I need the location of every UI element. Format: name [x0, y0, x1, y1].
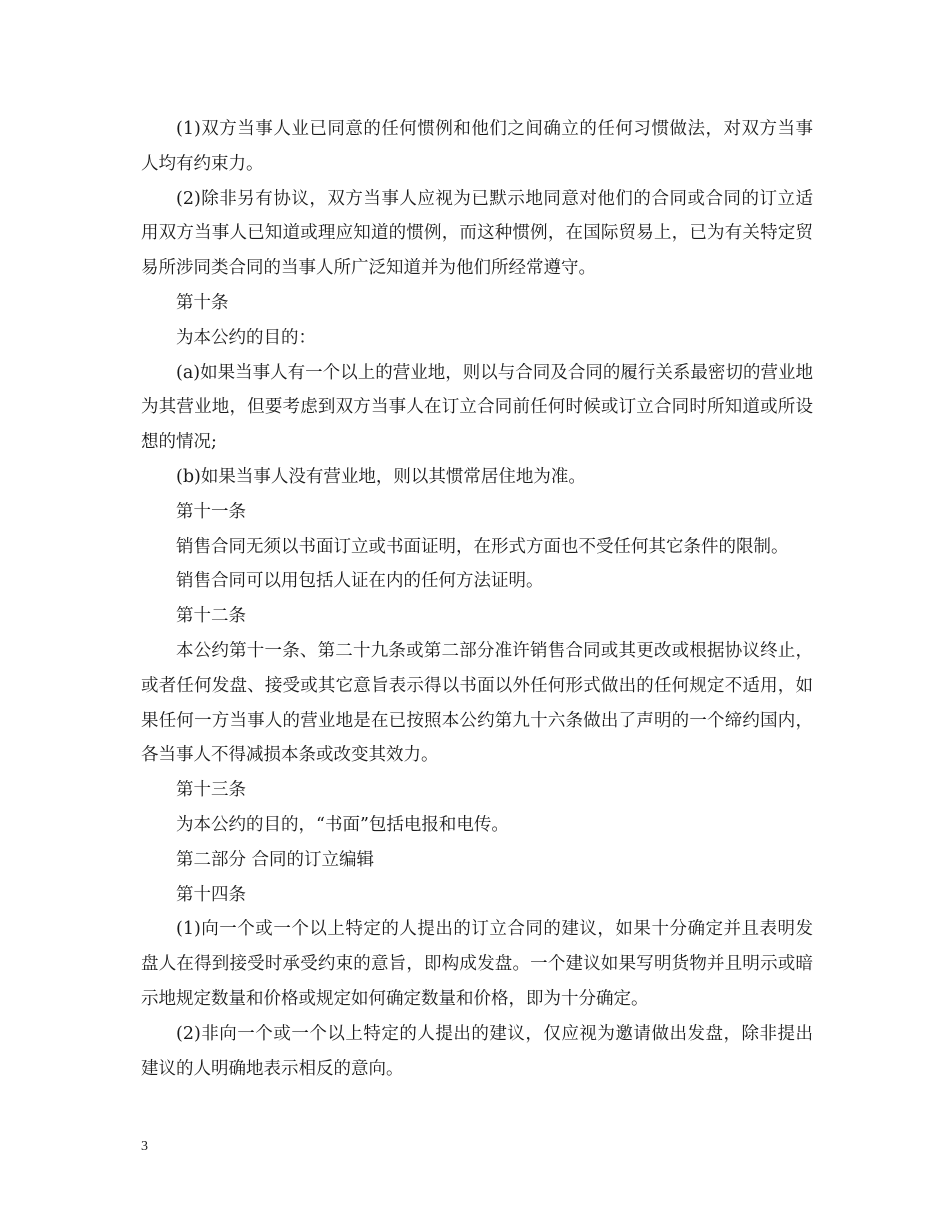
document-body [141, 112, 813, 1086]
paragraph-custom-binding: (1)双方当事人业已同意的任何惯例和他们之间确立的任何习惯做法，对双方当事人均有约束力。 [141, 119, 813, 174]
article-12-heading: 第十二条 [176, 606, 246, 627]
paragraph-proof-methods: 销售合同可以用包括人证在内的任何方法证明。 [176, 571, 544, 592]
paragraph-purpose-intro: 为本公约的目的： [176, 327, 316, 348]
paragraph-article-12-body: 本公约第十一条、第二十九条或第二部分准许销售合同或其更改或根据协议终止，或者任何发盘、接受或其它意旨表示得以书面以外任何形式做出的任何规定不适用，如果任何一方当事人的营业地是在已按照本公约第九十六条做出了声明的一个缔约国内，各当事人不得减损本条或改变其效力。 [141, 640, 813, 766]
part-2-heading: 第二部分 合同的订立编辑 [176, 849, 375, 870]
article-14-heading: 第十四条 [176, 884, 246, 905]
article-10-heading: 第十条 [176, 292, 229, 313]
paragraph-writing-definition: 为本公约的目的，“书面”包括电报和电传。 [176, 814, 509, 835]
article-11-heading: 第十一条 [176, 501, 246, 522]
article-13-heading: 第十三条 [176, 780, 246, 801]
paragraph-multiple-places: (a)如果当事人有一个以上的营业地，则以与合同及合同的履行关系最密切的营业地为其营业地，但要考虑到双方当事人在订立合同前任何时候或订立合同时所知道或所设想的情况; [141, 362, 813, 453]
paragraph-no-place: (b)如果当事人没有营业地，则以其惯常居住地为准。 [176, 466, 586, 487]
paragraph-form-free: 销售合同无须以书面订立或书面证明，在形式方面也不受任何其它条件的限制。 [176, 536, 789, 557]
paragraph-offer-definition: (1)向一个或一个以上特定的人提出的订立合同的建议，如果十分确定并且表明发盘人在得到接受时承受约束的意旨，即构成发盘。一个建议如果写明货物并且明示或暗示地规定数量和价格或规定如何确定数量和价格，即为十分确定。 [141, 919, 813, 1009]
paragraph-implied-usage: (2)除非另有协议，双方当事人应视为已默示地同意对他们的合同或合同的订立适用双方当事人已知道或理应知道的惯例，而这种惯例，在国际贸易上，已为有关特定贸易所涉同类合同的当事人所广泛知道并为他们所经常遵守。 [141, 188, 813, 279]
paragraph-invitation-to-offer: (2)非向一个或一个以上特定的人提出的建议，仅应视为邀请做出发盘，除非提出建议的人明确地表示相反的意向。 [141, 1023, 813, 1079]
page-number: 3 [141, 1139, 148, 1154]
